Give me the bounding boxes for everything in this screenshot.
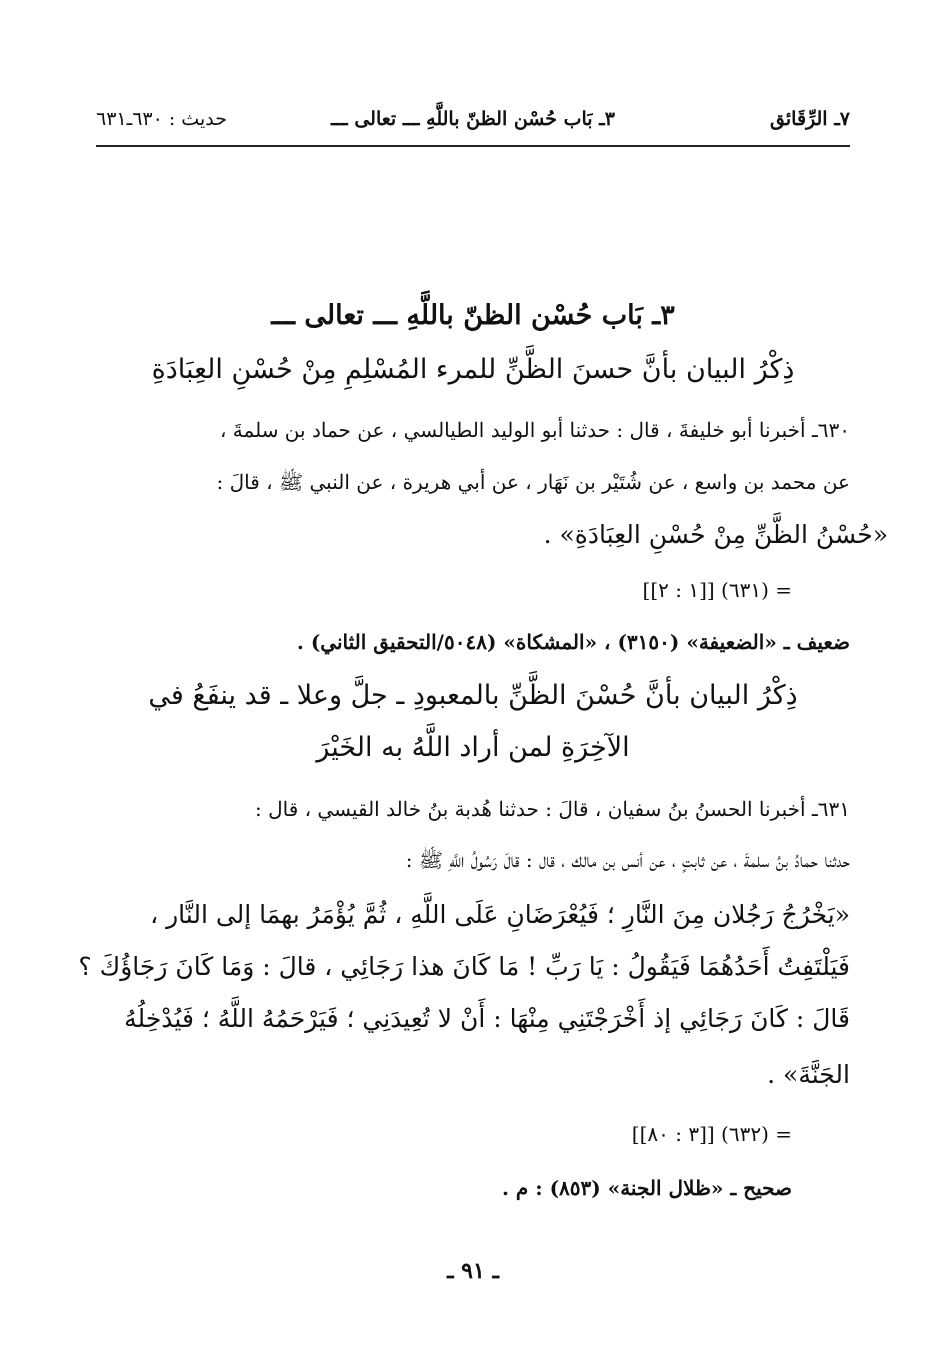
chapter-title: ٣ـ بَاب حُسْن الظنّ باللَّهِ ـــ تعالى ـــ <box>271 300 675 331</box>
hadith631-reference: = (٦٣٢) [[٣ : ٨٠]] <box>631 1122 792 1146</box>
header-chapter: ٣ـ بَاب حُسْن الظنّ باللَّهِ ـــ تعالى ـــ <box>331 108 615 130</box>
hadith630-reference: = (٦٣١) [[١ : ٢]] <box>642 578 792 602</box>
hadith630-isnad-line1: ٦٣٠ـ أخبرنا أبو خليفةَ ، قال : حدثنا أبو الوليد الطيالسي ، عن حماد بن سلمةَ ، <box>219 418 850 442</box>
section2-title-line1: ذِكْرُ البيان بأنَّ حُسْنَ الظَّنِّ بالمعبودِ ـ جلَّ وعلا ـ قد ينفَعُ في <box>148 680 798 711</box>
hadith631-isnad-line2: حدثنا حمادُ بنُ سلمةَ ، عن ثابتٍ ، عن أنس بن مالك ، قال : قالَ رَسُولُ اللَّهِ ﷺ : <box>405 848 850 872</box>
hadith630-isnad-line2: عن محمد بن واسع ، عن شُتَيْر بن نَهَار ، عن أبي هريرة ، عن النبي ﷺ ، قالَ : <box>216 470 850 494</box>
hadith631-matn-line3: قَالَ : كَانَ رَجَائِي إذ أَخْرَجْتَنِي مِنْهَا : أَنْ لا تُعِيدَنِي ؛ فَيَرْحَمُهُ اللَّهُ ؛ فَيُدْخِلُهُ <box>124 1004 850 1033</box>
header-rule <box>96 145 850 147</box>
hadith631-matn-line4: الجَنَّةَ» . <box>767 1060 850 1089</box>
header-hadith-range: حديث : ٦٣٠ـ٦٣١ <box>96 108 227 130</box>
page-number: ـ ٩١ ـ <box>447 1258 499 1284</box>
header-section: ٧ـ الرِّقَائق <box>770 108 850 130</box>
hadith631-isnad-line1: ٦٣١ـ أخبرنا الحسنُ بنُ سفيان ، قالَ : حدثنا هُدبة بنُ خالد القيسي ، قال : <box>254 797 850 821</box>
hadith631-grade: صحيح ـ «ظلال الجنة» (٨٥٣) : م . <box>501 1176 792 1200</box>
hadith631-matn-line2: فَيَلْتَفِتُ أَحَدُهُمَا فَيَقُولُ : يَا رَبِّ ! مَا كَانَ هذا رَجَائِي ، قالَ : وَمَا كَانَ رَجَاؤُكَ ؟ <box>78 952 850 981</box>
hadith631-matn-line1: «يَخْرُجُ رَجُلان مِنَ النَّارِ ؛ فَيُعْرَضَانِ عَلَى اللَّهِ ، ثُمَّ يُؤْمَرُ بهمَا إلى النَّار ، <box>150 900 850 929</box>
hadith630-matn: «حُسْنُ الظَّنِّ مِنْ حُسْنِ العِبَادَةِ» . <box>543 520 888 549</box>
section2-title-line2: الآخِرَةِ لمن أراد اللَّهُ به الخَيْرَ <box>316 732 630 763</box>
section1-title: ذِكْرُ البيان بأنَّ حسنَ الظَّنِّ للمرء المُسْلِمِ مِنْ حُسْنِ العِبَادَةِ <box>151 354 795 385</box>
running-header <box>96 108 850 142</box>
hadith630-grade: ضعيف ـ «الضعيفة» (٣١٥٠) ، «المشكاة» (٥٠٤٨/التحقيق الثاني) . <box>296 630 850 654</box>
